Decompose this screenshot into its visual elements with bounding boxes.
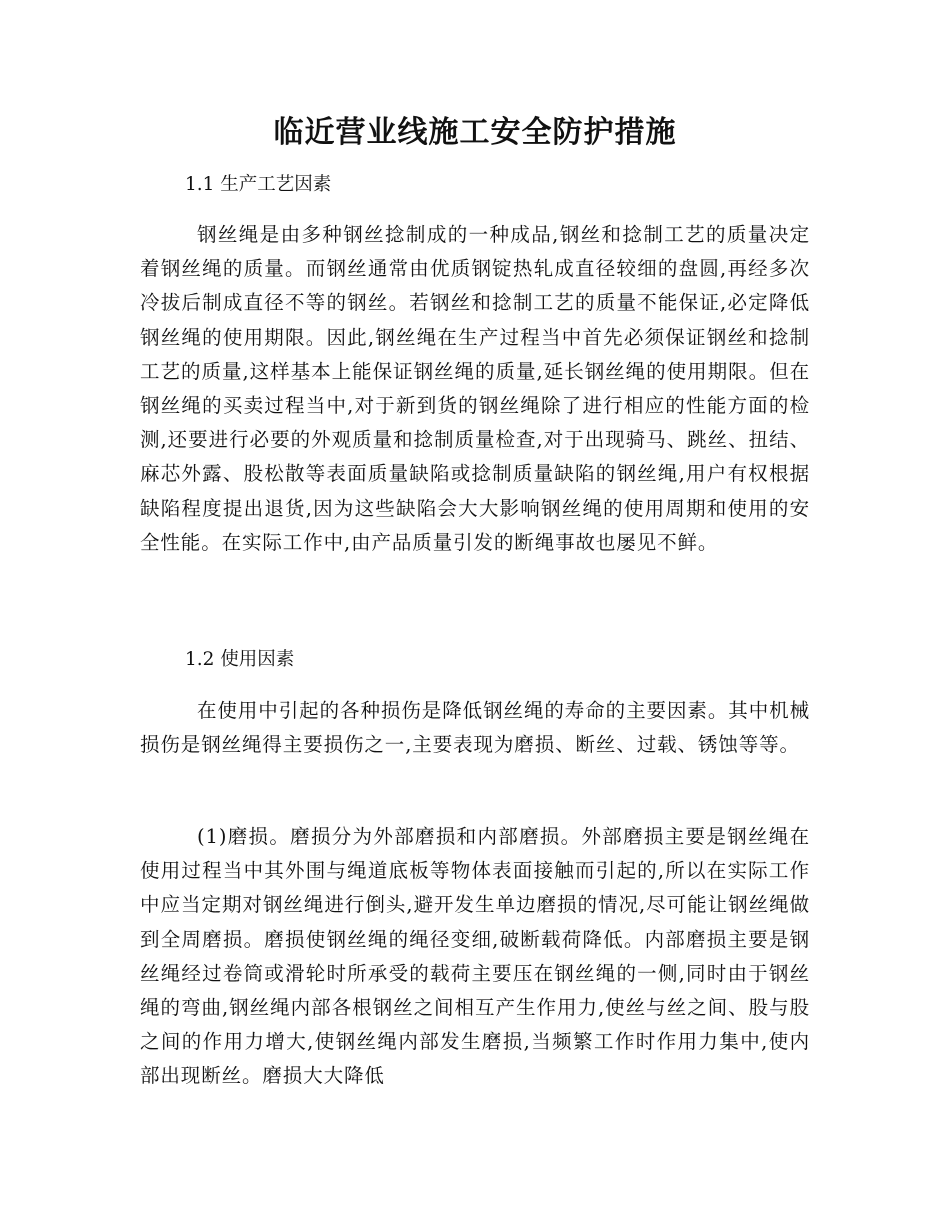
section-heading-1-2: 1.2 使用因素 — [185, 649, 295, 670]
section-1-2-paragraph-1: 在使用中引起的各种损伤是降低钢丝绳的寿命的主要因素。其中机械损伤是钢丝绳得主要损伤之一,主要表现为磨损、断丝、过载、锈蚀等等。 — [140, 699, 810, 757]
section-1-1-paragraph: 钢丝绳是由多种钢丝捻制成的一种成品,钢丝和捻制工艺的质量决定着钢丝绳的质量。而钢丝通常由优质钢锭热轧成直径较细的盘圆,再经多次冷拔后制成直径不等的钢丝。若钢丝和捻制工艺的质量不能保证,必定降低钢丝绳的使用期限。因此,钢丝绳在生产过程当中首先必须保证钢丝和捻制工艺的质量,这样基本上能保证钢丝绳的质量,延长钢丝绳的使用期限。但在钢丝绳的买卖过程当中,对于新到货的钢丝绳除了进行相应的性能方面的检测,还要进行必要的外观质量和捻制质量检查,对于出现骑马、跳丝、扭结、麻芯外露、股松散等表面质量缺陷或捻制质量缺陷的钢丝绳,用户有权根据缺陷程度提出退货,因为这些缺陷会大大影响钢丝绳的使用周期和使用的安全性能。在实际工作中,由产品质量引发的断绳事故也屡见不鲜。 — [140, 223, 810, 554]
document-title: 临近营业线施工安全防护措施 — [273, 115, 677, 150]
section-1-2-paragraph-2: (1)磨损。磨损分为外部磨损和内部磨损。外部磨损主要是钢丝绳在使用过程当中其外围与绳道底板等物体表面接触而引起的,所以在实际工作中应当定期对钢丝绳进行倒头,避开发生单边磨损的情况,尽可能让钢丝绳做到全周磨损。磨损使钢丝绳的绳径变细,破断载荷降低。内部磨损主要是钢丝绳经过卷筒或滑轮时所承受的载荷主要压在钢丝绳的一侧,同时由于钢丝绳的弯曲,钢丝绳内部各根钢丝之间相互产生作用力,使丝与丝之间、股与股之间的作用力增大,使钢丝绳内部发生磨损,当频繁工作时作用力集中,使内部出现断丝。磨损大大降低 — [140, 825, 810, 1088]
section-heading-1-1: 1.1 生产工艺因素 — [185, 174, 332, 195]
